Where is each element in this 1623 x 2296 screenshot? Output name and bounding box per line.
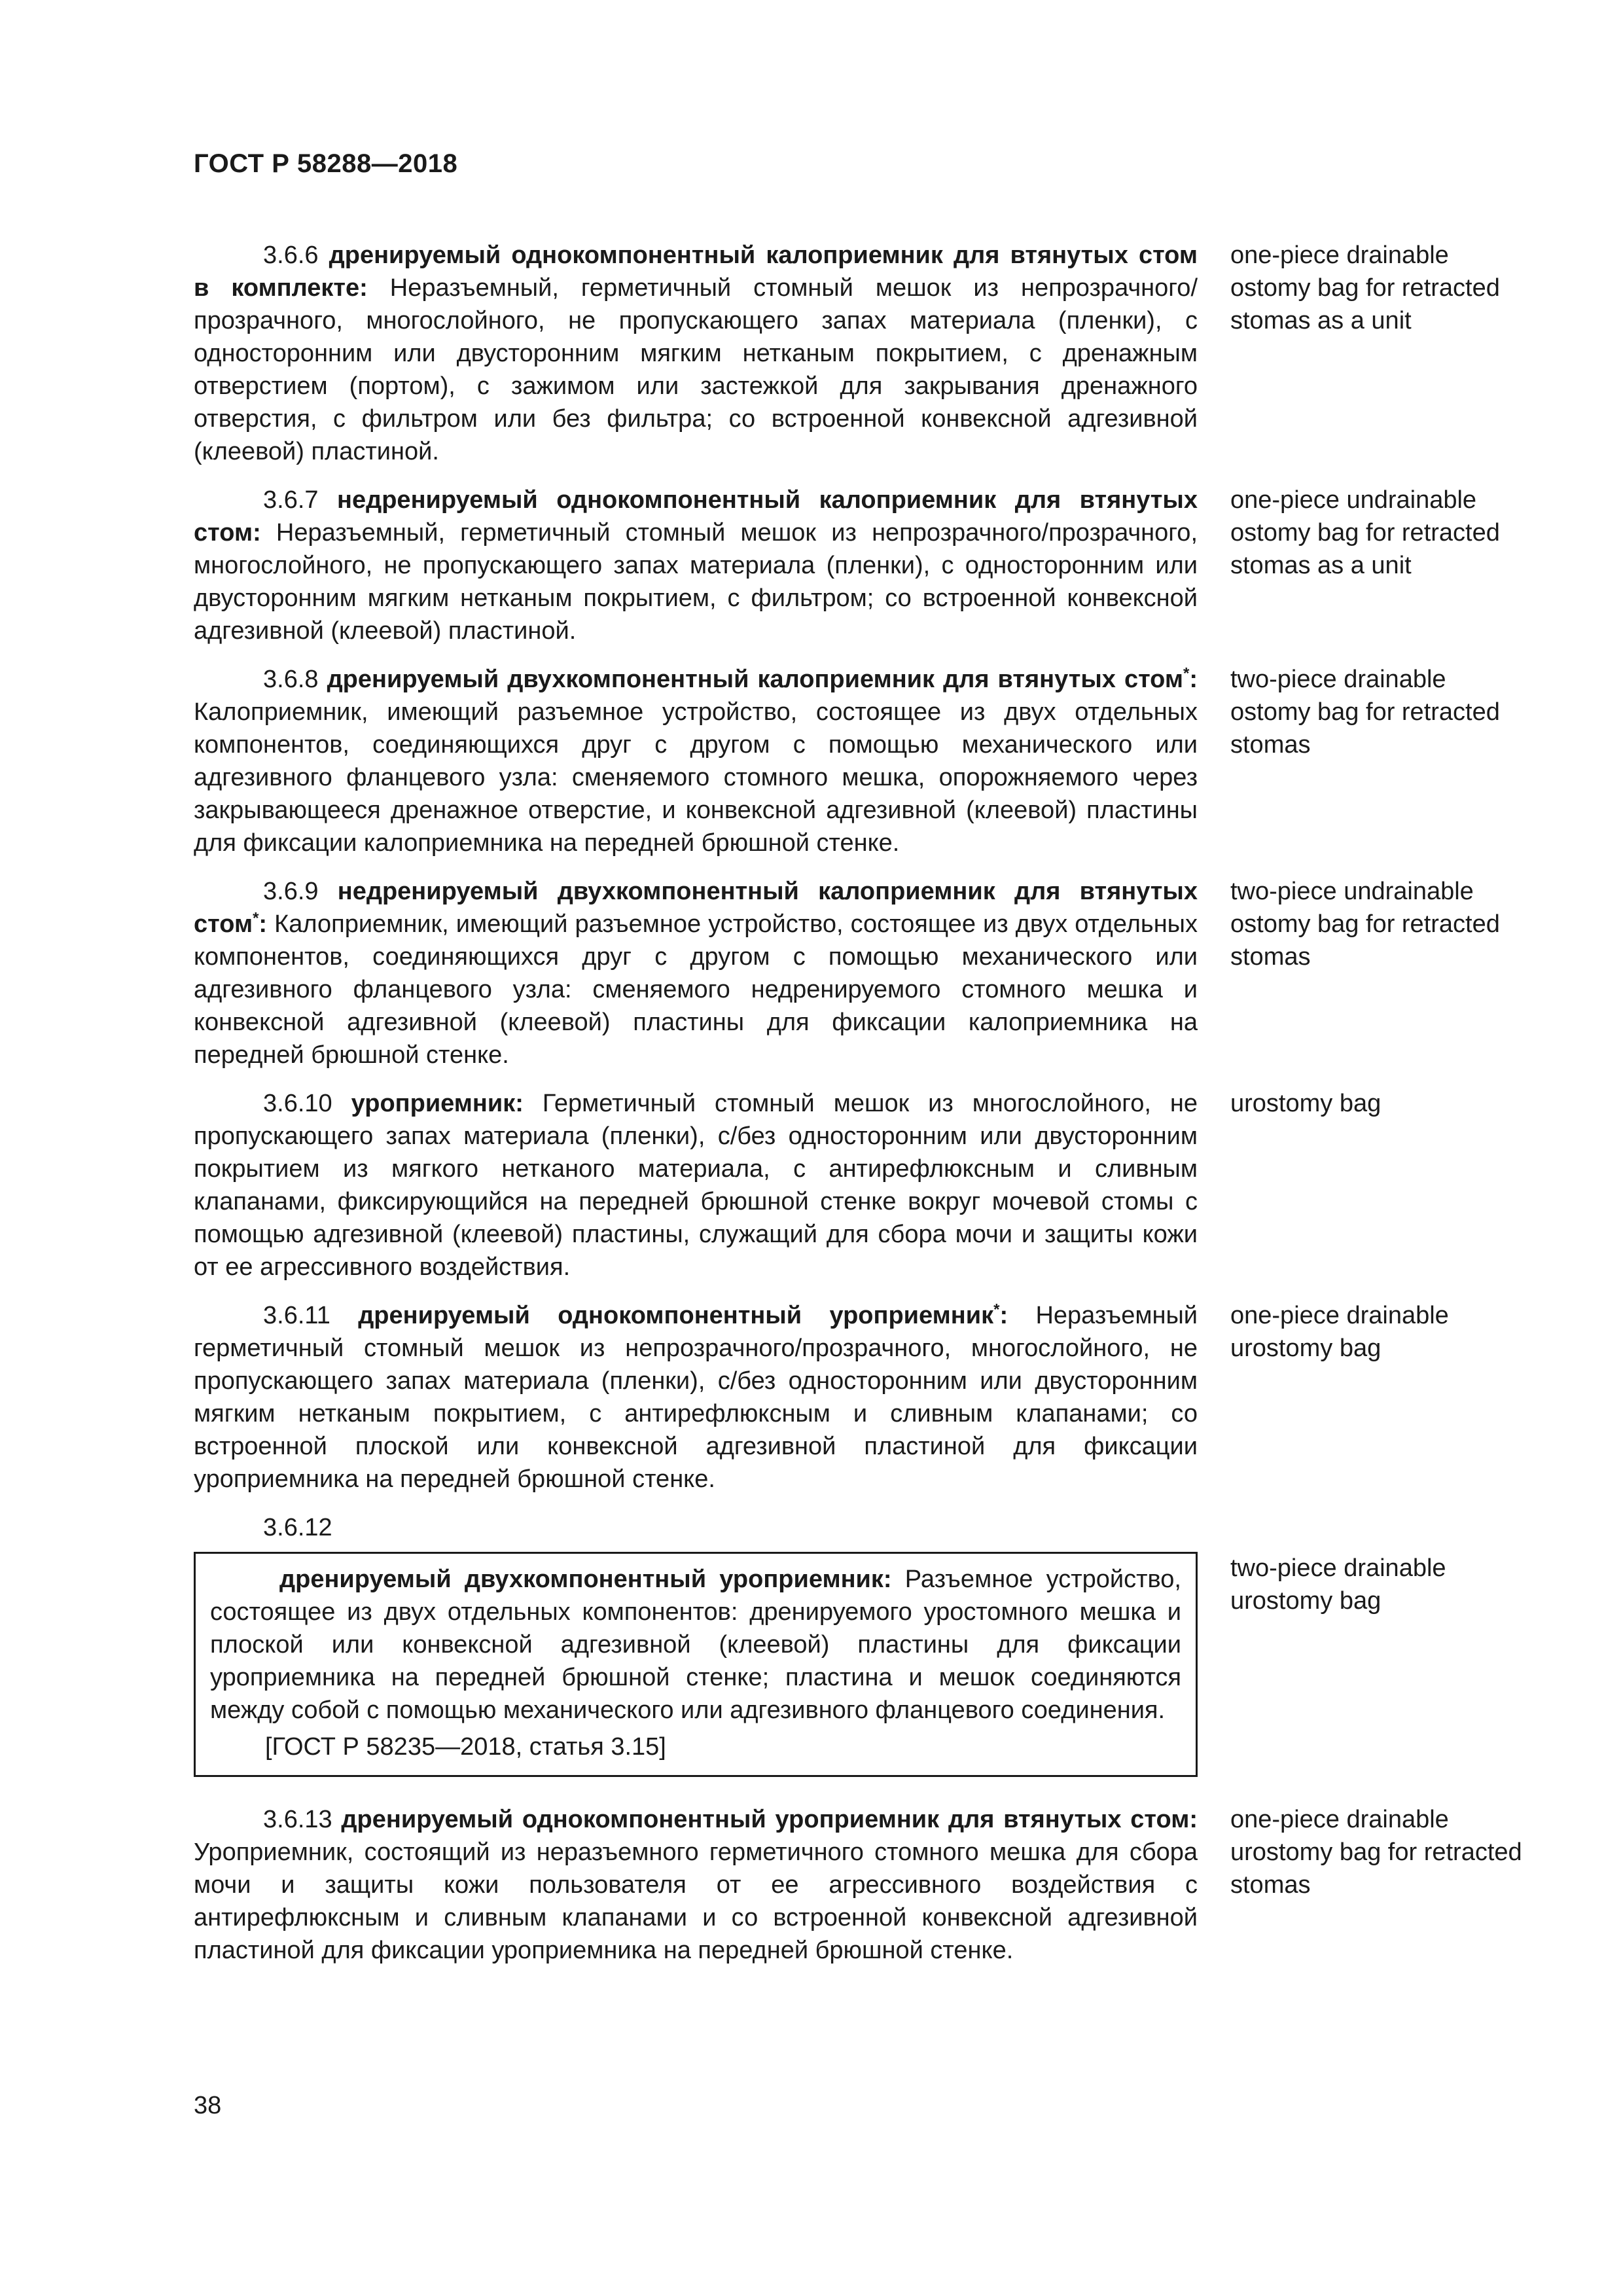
term-title: недренируемый однокомпонентный калоприемник для втянутых стом: bbox=[194, 486, 1198, 547]
term-definition-ru bbox=[194, 1087, 1198, 1283]
term-number: 3.6.6 bbox=[263, 242, 319, 269]
term-entry-3-6-13 bbox=[194, 1803, 1535, 1967]
term-translation-en: two-piece drainable urostomy bag bbox=[1230, 1554, 1446, 1615]
term-entry-3-6-10 bbox=[194, 1087, 1535, 1283]
page-number: 38 bbox=[194, 2092, 222, 2119]
term-title: дренируемый однокомпонентный калоприемник для втянутых стом в комплекте: bbox=[194, 242, 1198, 302]
term-number-3-6-12: 3.6.12 bbox=[263, 1514, 332, 1541]
footnote-mark: * bbox=[253, 909, 259, 927]
term-definition-ru bbox=[210, 1563, 1181, 1727]
term-number: 3.6.11 bbox=[263, 1302, 330, 1329]
quoted-term-box bbox=[194, 1552, 1198, 1777]
document-header: ГОСТ Р 58288—2018 bbox=[194, 149, 458, 178]
term-definition-ru bbox=[194, 484, 1198, 647]
footnote-mark: * bbox=[1183, 664, 1190, 683]
term-colon: : bbox=[1189, 666, 1198, 693]
term-text: Калоприемник, имеющий разъемное устройство, состоящее из двух отдельных компонентов, соединяющихся друг с другом с помощью механического или адгезивного фланцевого узла: сменяемого стомного мешка, опорожняемого через закрывающееся дренажное отверстие, и конвексной адгезивной (клеевой) пластины для фиксации калоприемника на передней брюшной стенке. bbox=[194, 698, 1198, 857]
term-translation-en: one-piece undrainable ostomy bag for retracted stomas as a unit bbox=[1230, 486, 1500, 579]
term-translation-en: one-piece drainable urostomy bag for retracted stomas bbox=[1230, 1806, 1522, 1899]
term-text: Неразъемный, герметичный стомный мешок из непрозрачного/прозрачного, многослойного, не пропускающего запах материала (пленки), с односторонним или двусторонним мягким нетканым покрытием, с фильтром; со встроенной конвексной адгезивной (клеевой) пластиной. bbox=[194, 519, 1198, 645]
term-text: Неразъемный герметичный стомный мешок из непрозрачного/прозрачного, многослойного, не пропускающего запах материала (пленки), с/без односторонним или двусторонним мягким нетканым покрытием, с антирефлюксным и сливным клапанами; со встроенной плоской или конвексной адгезивной пластиной для фиксации уроприемника на передней брюшной стенке. bbox=[194, 1302, 1198, 1493]
term-title: дренируемый двухкомпонентный уроприемник: bbox=[279, 1566, 892, 1593]
term-definition-ru bbox=[194, 1299, 1198, 1496]
term-title bbox=[358, 1302, 1008, 1329]
term-title-text: дренируемый двухкомпонентный калоприемник для втянутых стом bbox=[327, 666, 1184, 693]
term-entry-3-6-11 bbox=[194, 1299, 1535, 1496]
term-entry-3-6-12 bbox=[194, 1552, 1535, 1777]
term-title: уроприемник: bbox=[351, 1090, 524, 1117]
term-colon: : bbox=[999, 1302, 1008, 1329]
term-translation-en: one-piece drainable urostomy bag bbox=[1230, 1302, 1449, 1362]
term-number: 3.6.9 bbox=[263, 878, 319, 905]
term-entry-3-6-9 bbox=[194, 875, 1535, 1071]
term-text: Разъемное устройство, состоящее из двух отдельных компонентов: дренируемого уростомного мешка и плоской или конвексной адгезивной (клеевой) пластины для фиксации уроприемника на передней брюшной стенке; пластина и мешок соединяются между собой с помощью механического или адгезивного фланцевого соединения. bbox=[210, 1566, 1181, 1724]
term-number: 3.6.8 bbox=[263, 666, 319, 693]
term-definition-ru bbox=[194, 1803, 1198, 1967]
term-text: Герметичный стомный мешок из многослойного, не пропускающего запах материала (пленки), с/без односторонним или двусторонним покрытием из мягкого нетканого материала, с антирефлюксным и сливным клапанами, фиксирующийся на передней брюшной стенке вокруг мочевой стомы с помощью адгезивной (клеевой) пластины, служащий для сбора мочи и защиты кожи от ее агрессивного воздействия. bbox=[194, 1090, 1198, 1281]
term-title: дренируемый однокомпонентный уроприемник для втянутых стом: bbox=[341, 1806, 1198, 1833]
term-entry-3-6-7 bbox=[194, 484, 1535, 647]
term-definition-ru bbox=[194, 663, 1198, 859]
term-title bbox=[327, 666, 1198, 693]
term-definition-ru bbox=[194, 239, 1198, 468]
term-translation-en: two-piece drainable ostomy bag for retracted stomas bbox=[1230, 666, 1500, 759]
term-definition-ru bbox=[194, 875, 1198, 1071]
footnote-mark: * bbox=[993, 1300, 1000, 1319]
term-translation-en: urostomy bag bbox=[1230, 1090, 1382, 1117]
term-number: 3.6.7 bbox=[263, 486, 319, 514]
source-reference: [ГОСТ Р 58235—2018, статья 3.15] bbox=[265, 1733, 666, 1761]
term-translation-en: one-piece drainable ostomy bag for retracted stomas as a unit bbox=[1230, 242, 1500, 334]
term-number: 3.6.10 bbox=[263, 1090, 332, 1117]
term-entry-3-6-8 bbox=[194, 663, 1535, 859]
term-text: Неразъемный, герметичный стомный мешок из непрозрачного/прозрачного, многослойного, не пропускающего запах материала (пленки), с односторонним или двусторонним мягким нетканым покрытием, с дренажным отверстием (портом), с зажимом или застежкой для закрывания дренажного отверстия, с фильтром или без фильтра; со встроенной конвексной адгезивной (клеевой) пластиной. bbox=[194, 274, 1198, 465]
term-text: Уроприемник, состоящий из неразъемного герметичного стомного мешка для сбора мочи и защиты кожи пользователя от ее агрессивного воздействия с антирефлюксным и сливным клапанами и со встроенной конвексной адгезивной пластиной для фиксации уроприемника на передней брюшной стенке. bbox=[194, 1839, 1198, 1964]
term-title-text: недренируемый двухкомпонентный калоприемник для втянутых стом bbox=[194, 878, 1198, 938]
term-text: Калоприемник, имеющий разъемное устройство, состоящее из двух отдельных компонентов, соединяющихся друг с другом с помощью механического или адгезивного фланцевого узла: сменяемого недренируемого стомного мешка и конвексной адгезивной (клеевой) пластины для фиксации калоприемника на передней брюшной стенке. bbox=[194, 910, 1198, 1069]
terms-list bbox=[194, 239, 1535, 1982]
term-entry-3-6-6 bbox=[194, 239, 1535, 468]
term-title-text: дренируемый однокомпонентный уроприемник bbox=[358, 1302, 994, 1329]
term-colon: : bbox=[259, 910, 268, 938]
term-number: 3.6.13 bbox=[263, 1806, 332, 1833]
term-translation-en: two-piece undrainable ostomy bag for retracted stomas bbox=[1230, 878, 1500, 971]
